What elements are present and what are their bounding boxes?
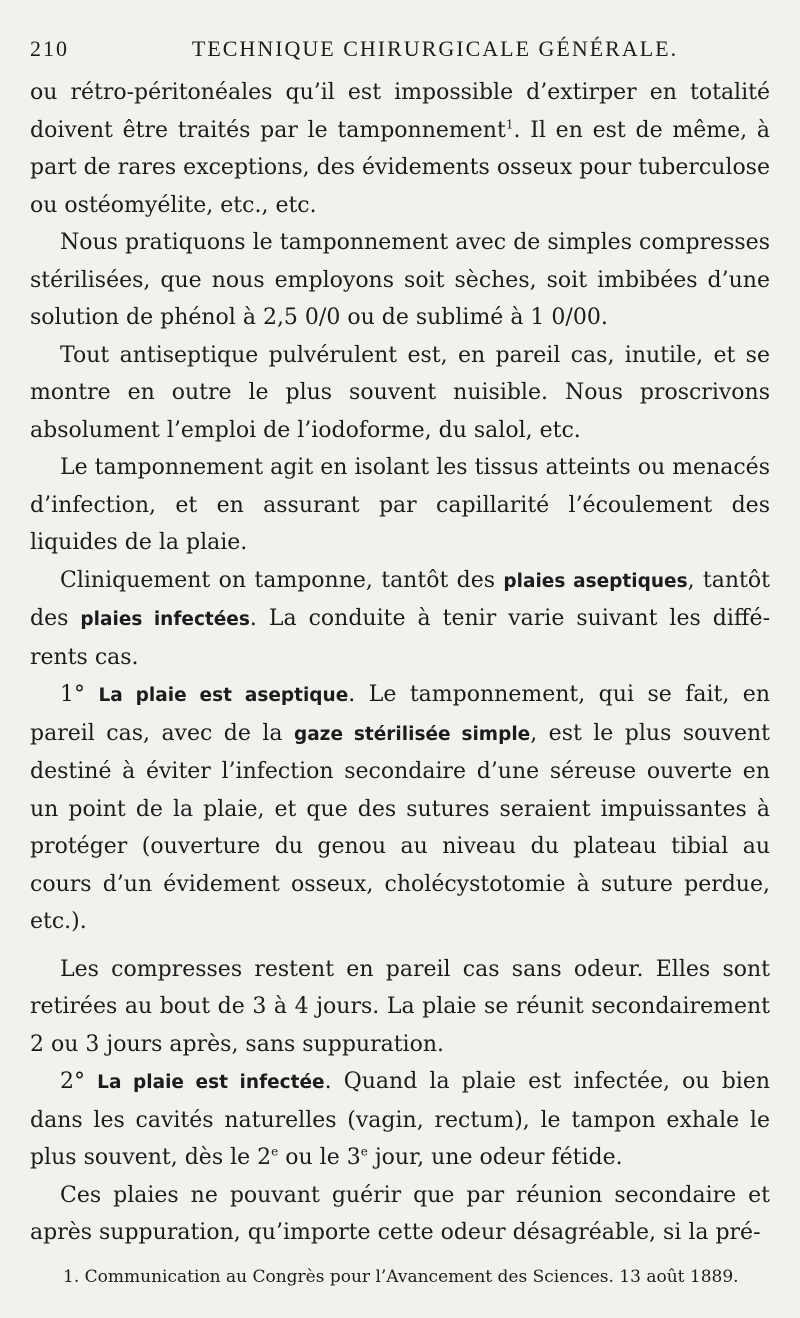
term-sterile-gauze: gaze stérilisée simple (293, 723, 531, 745)
footnote-text: Communication au Congrès pour l’Avancement des Sciences. 13 août 1889. (84, 1267, 739, 1287)
paragraph-7: Les compresses restent en pareil cas sans odeur. Elles sont retirées au bout de 3 à 4 jours. La plaie se réunit secondairement 2 ou 3 jours après, sans suppuration. (30, 956, 770, 1057)
footnote (63, 1266, 750, 1288)
footnote-ref: 1 (505, 117, 514, 132)
book-page (30, 26, 770, 1296)
footnote-mark: 1. (63, 1267, 80, 1287)
page-number: 210 (30, 36, 69, 61)
body-text (30, 74, 770, 1252)
page-header (30, 26, 770, 74)
running-title: TECHNIQUE CHIRURGICALE GÉNÉRALE. (191, 36, 679, 61)
paragraph-5: Cliniquement on tamponne, tantôt des plaies aseptiques, tantôt des plaies infectées. La conduite à tenir varie suivant les différents cas. (30, 567, 770, 670)
paragraph-9: Ces plaies ne pouvant guérir que par réunion secondaire et après suppuration, qu’importe cette odeur désagréable, si la pré- (30, 1182, 770, 1245)
paragraph-6: 1° La plaie est aseptique. Le tamponnement, qui se fait, en pareil cas, avec de la gaze stérilisée simple, est le plus souvent destiné à éviter l’infection secondaire d’une séreuse ouverte en un point de la plaie, et que des sutures seraient impuissantes à protéger (ouverture du genou au niveau du plateau tibial au cours d’un évidement osseux, cholécystotomie à suture perdue, etc.). (30, 682, 770, 934)
paragraph-8: 2° La plaie est infectée. Quand la plaie est infectée, ou bien dans les cavités naturelles (vagin, rectum), le tampon exhale le plus souvent, dès le 2e ou le 3e jour, une odeur fétide. (30, 1069, 771, 1170)
paragraph-4: Le tamponnement agit en isolant les tissus atteints ou menacés d’infection, et en assurant par capillarité l’écoulement des liquides de la plaie. (30, 455, 770, 555)
paragraph-1: ou rétro-péritonéales qu’il est impossible d’extirper en totalité doivent être traités par le tamponnement$^1$. Il en est de même, à part de rares exceptions, des évidements osseux pour tuberculose ou ostéomyélite, etc., etc. (30, 80, 770, 218)
paragraph-3: Tout antiseptique pulvérulent est, en pareil cas, inutile, et se montre en outre le plus souvent nuisible. Nous proscrivons absolument l’emploi de l’iodoforme, du salol, etc. (30, 342, 770, 443)
section-heading: La plaie est infectée (97, 1072, 325, 1093)
section-number: 2° (60, 1069, 85, 1094)
section-number: 1° (60, 682, 85, 707)
term-aseptic-wounds: plaies aseptiques (503, 570, 688, 592)
paragraph-2: Nous pratiquons le tamponnement avec de simples compresses stérilisées, que nous employons soit sèches, soit imbibées d’une solution de phénol à 2,5 0/0 ou de sublimé à 1 0/00. (30, 230, 770, 330)
section-heading: La plaie est aseptique (98, 685, 349, 706)
term-infected-wounds: plaies infectées (80, 609, 250, 630)
